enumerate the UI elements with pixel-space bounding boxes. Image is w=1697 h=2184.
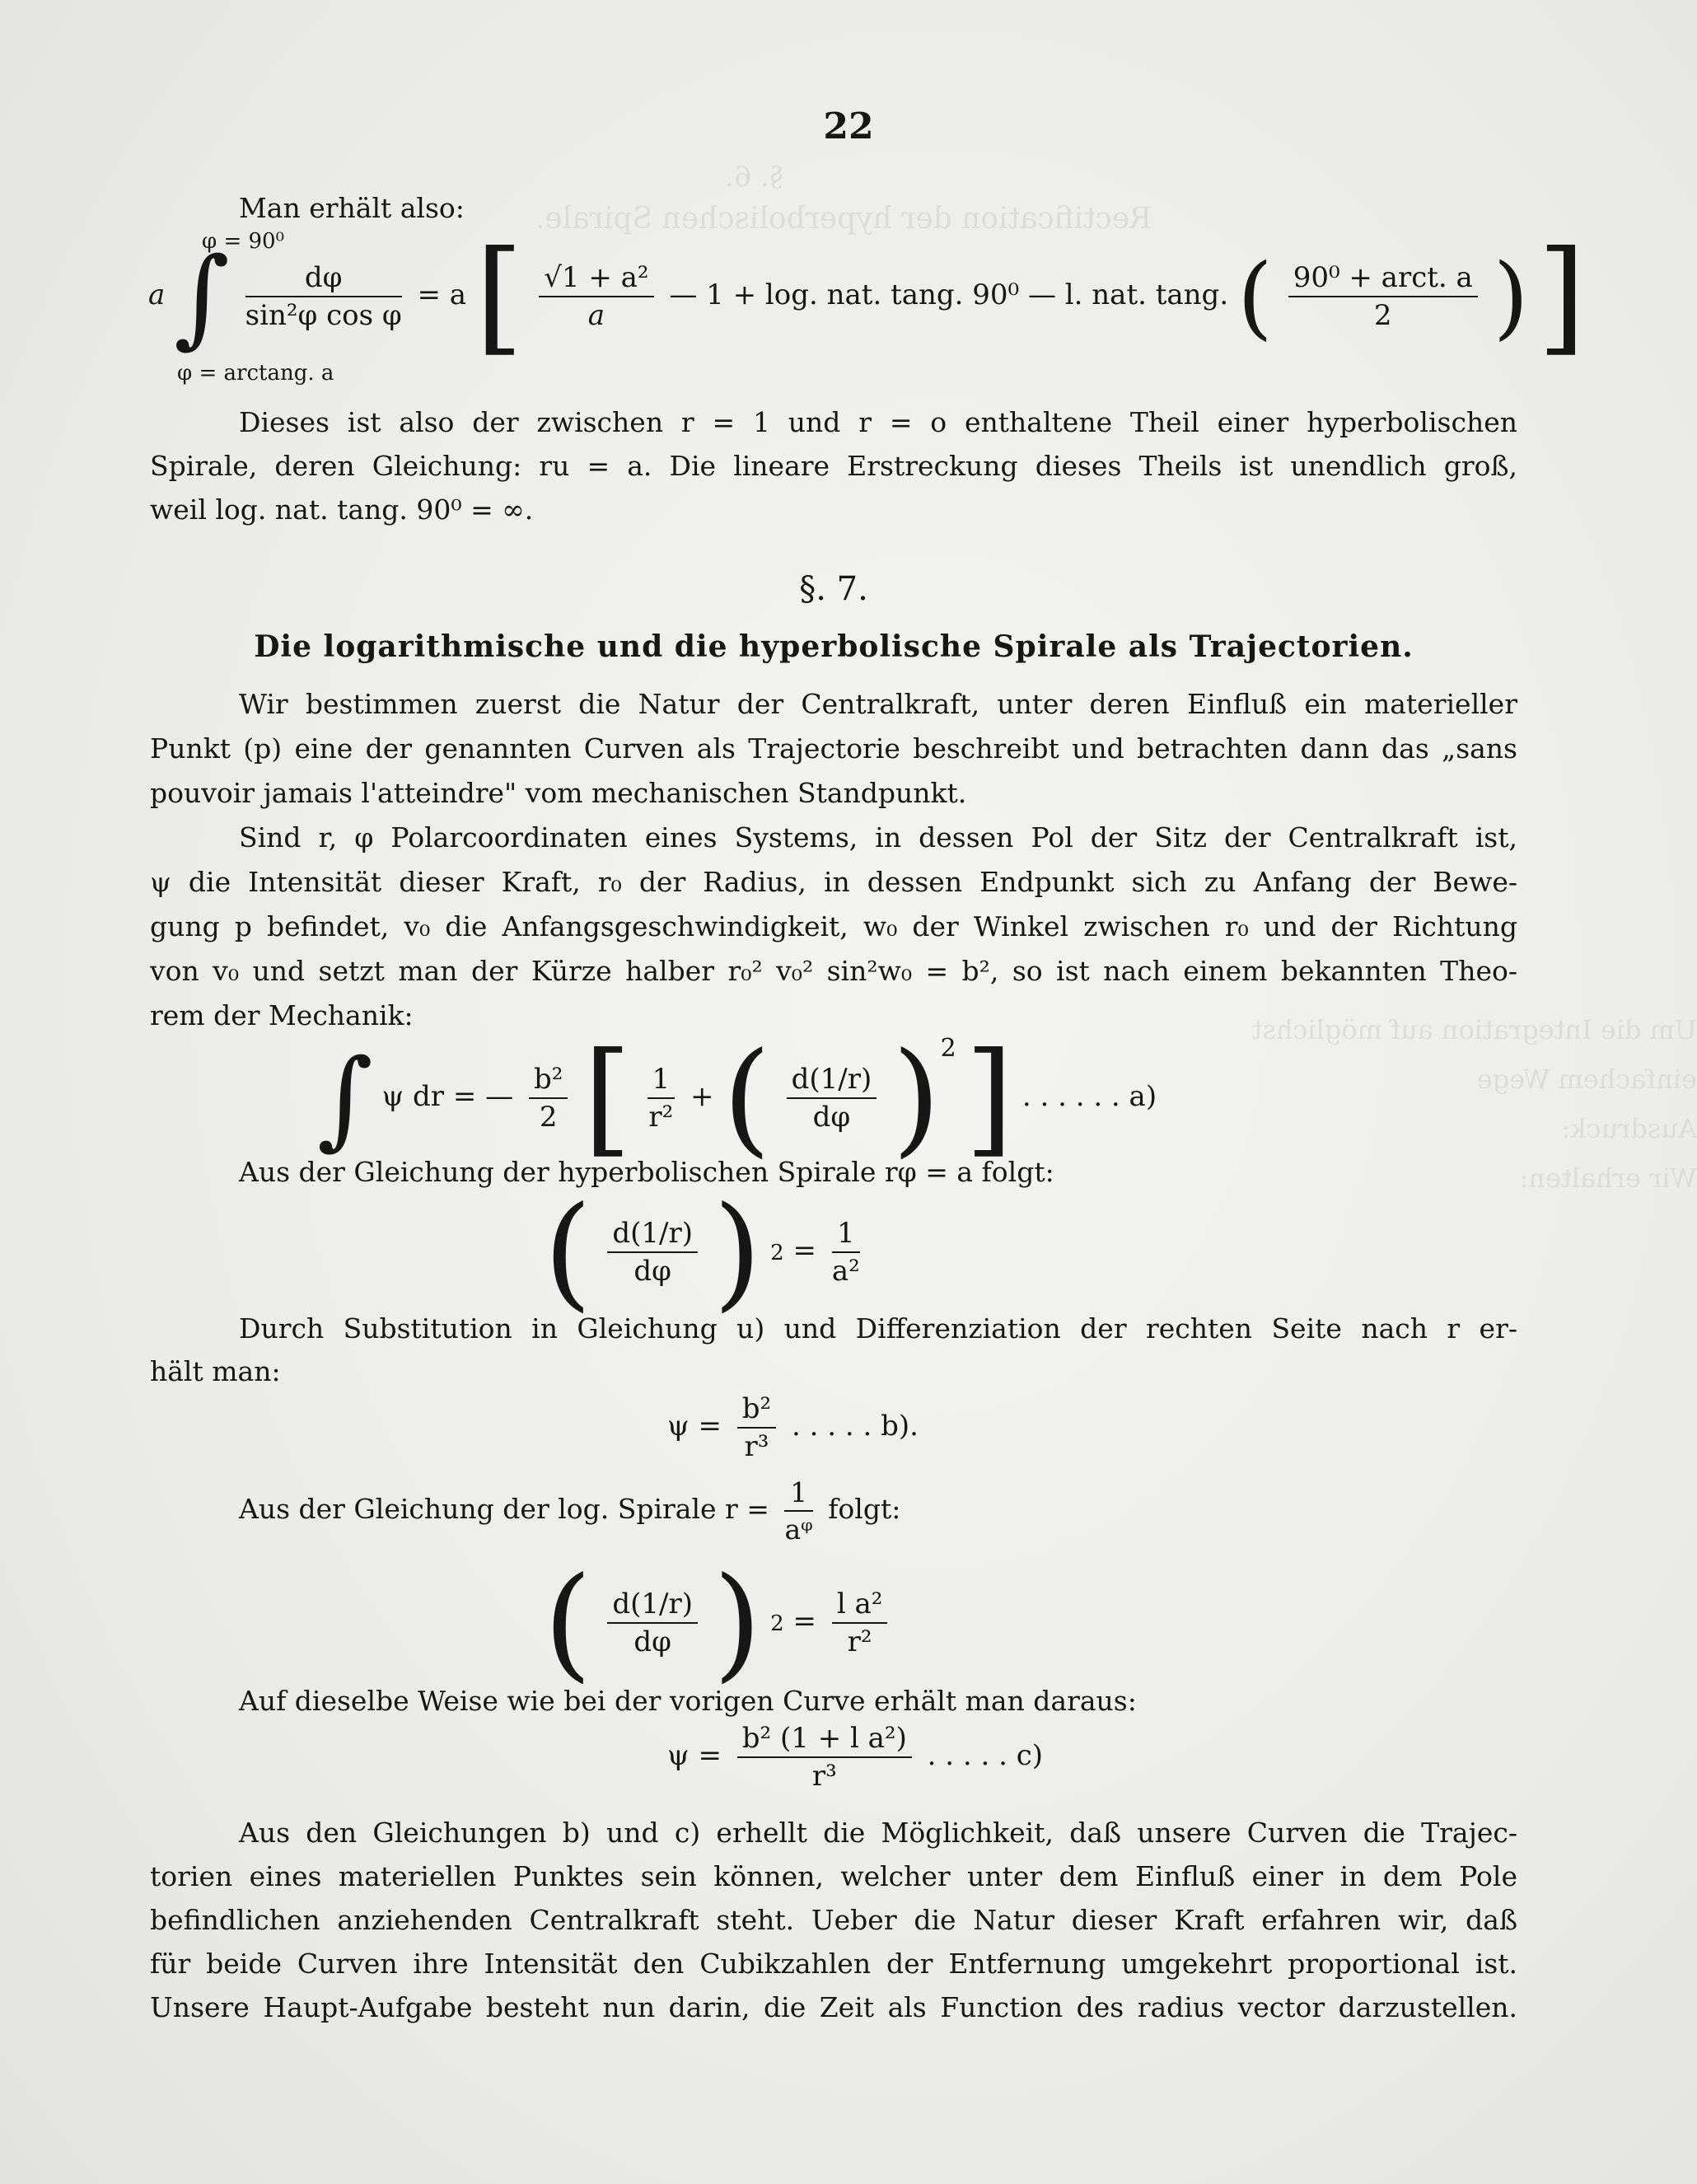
- para3-line4: von v₀ und setzt man der Kürze halber r₀² v₀² sin²w₀ = b², so ist nach einem bekannten Theo-: [150, 955, 1517, 987]
- bleed-through-text: Um die Integration auf möglichst einfachem Wege Ausdruck: Wir erhalten:: [1251, 1014, 1697, 1194]
- derivative-numerator: d(1/r): [607, 1588, 698, 1624]
- left-paren-icon: (: [1237, 244, 1273, 349]
- integral-coefficient: a: [148, 278, 166, 311]
- derivative-denominator: dφ: [633, 1255, 671, 1288]
- exponent: 2: [770, 1611, 784, 1636]
- c-denominator: r³: [811, 1760, 837, 1793]
- section-title: Die logarithmische und die hyperbolische Spirale als Trajectorien.: [254, 629, 1414, 664]
- rhs-denominator: r²: [847, 1625, 872, 1658]
- hyperbolic-line: Aus der Gleichung der hyperbolischen Spirale rφ = a folgt:: [239, 1156, 1054, 1188]
- derivative-fraction: [607, 1588, 698, 1658]
- formula-a: [317, 1027, 1157, 1170]
- formula-c-lhs: ψ =: [667, 1739, 722, 1772]
- integral-sign-icon: ∫: [317, 1036, 373, 1161]
- derivative-fraction: [607, 1217, 698, 1288]
- equals-sign: =: [792, 1234, 816, 1267]
- equals-a: = a: [417, 278, 467, 311]
- integrand-denominator: sin²φ cos φ: [245, 299, 402, 332]
- derivative-denominator: dφ: [812, 1101, 851, 1134]
- equals-sign: =: [792, 1605, 816, 1638]
- arct-denominator: 2: [1373, 299, 1392, 332]
- section-number: §. 7.: [799, 570, 868, 608]
- b2-over-2: [529, 1063, 568, 1134]
- formula-definite-integral: [148, 225, 1586, 368]
- para4-line1: Durch Substitution in Gleichung u) und Differenziation der rechten Seite nach r er-: [239, 1312, 1517, 1345]
- formula-c: [667, 1722, 1043, 1793]
- para3-line2: ψ die Intensität dieser Kraft, r₀ der Radius, in dessen Endpunkt sich zu Anfang der Bewe-: [150, 866, 1517, 898]
- integral-sign-icon: ∫: [174, 234, 230, 359]
- para2-line1: Wir bestimmen zuerst die Natur der Centralkraft, unter deren Einfluß ein materieller: [239, 688, 1517, 720]
- one-over-a-phi: [784, 1476, 812, 1546]
- sqrt-fraction: [539, 261, 653, 332]
- integrand-numerator: dφ: [245, 261, 402, 297]
- formula-b-lhs: ψ =: [667, 1410, 722, 1443]
- para5-line2: torien eines materiellen Punktes sein können, welcher unter dem Einfluß einer in dem Pole: [150, 1860, 1517, 1892]
- left-paren-icon: (: [544, 1551, 592, 1695]
- para4-line2: hält man:: [150, 1355, 281, 1387]
- left-bracket-icon: [: [583, 1027, 632, 1170]
- formula-middle-terms: — 1 + log. nat. tang. 90⁰ — l. nat. tang.: [669, 278, 1229, 311]
- bleed-through-section: §. 6.: [725, 161, 784, 194]
- equation-label-a: . . . . . . a): [1021, 1080, 1157, 1113]
- right-paren-icon: ): [713, 1551, 762, 1695]
- lower-limit: φ = arctang. a: [177, 361, 334, 386]
- derivative-fraction: [787, 1063, 877, 1134]
- b2-over-r3: [737, 1392, 776, 1463]
- b2-numerator: b²: [529, 1063, 568, 1099]
- log-spiral-line: [239, 1476, 900, 1546]
- para5-line5: Unsere Haupt-Aufgabe besteht nun darin, die Zeit als Function des radius vector darzustellen.: [150, 1991, 1517, 2023]
- page-number: 22: [823, 105, 874, 147]
- c-fraction: [737, 1722, 912, 1793]
- right-paren-icon: ): [892, 1027, 941, 1170]
- para1-line1: Dieses ist also der zwischen r = 1 und r = o enthaltene Theil einer hyperbolischen: [239, 406, 1517, 438]
- para5-line4: für beide Curven ihre Intensität den Cubikzahlen der Entfernung umgekehrt proportional ist.: [150, 1948, 1517, 1980]
- equation-label-b: . . . . . b).: [792, 1410, 919, 1443]
- c-numerator: b² (1 + l a²): [737, 1722, 912, 1758]
- para1-line2: Spirale, deren Gleichung: ru = a. Die lineare Erstreckung dieses Theils ist unendlich groß,: [150, 450, 1517, 482]
- left-bracket-icon: [: [475, 225, 524, 368]
- para5-line1: Aus den Gleichungen b) und c) erhellt die Möglichkeit, daß unsere Curven die Trajec-: [239, 1817, 1517, 1849]
- derivative-denominator: dφ: [633, 1625, 671, 1658]
- rhs-numerator: l a²: [832, 1588, 888, 1624]
- para3-line5: rem der Mechanik:: [150, 999, 414, 1031]
- la2-over-r2: [832, 1588, 888, 1658]
- r3-denominator: r³: [744, 1430, 769, 1463]
- derivative-numerator: d(1/r): [787, 1063, 877, 1099]
- log-numerator: 1: [784, 1476, 812, 1512]
- two-denominator: 2: [539, 1101, 558, 1134]
- one-over-r2: [647, 1063, 676, 1134]
- para2-line2: Punkt (p) eine der genannten Curven als Trajectorie beschreibt und betrachten dann das „sans: [150, 732, 1517, 765]
- log-spiral-text-after: folgt:: [828, 1493, 901, 1525]
- intro-line: Man erhält also:: [239, 192, 465, 224]
- left-paren-icon: (: [722, 1027, 771, 1170]
- one-numerator: 1: [647, 1063, 676, 1099]
- formula-hyperbolic: [544, 1181, 867, 1324]
- formula-a-lhs: ψ dr = —: [381, 1080, 514, 1113]
- same-way-line: Auf dieselbe Weise wie bei der vorigen Curve erhält man daraus:: [239, 1685, 1137, 1717]
- integrand-fraction: [245, 261, 402, 332]
- sqrt-denominator: a: [587, 299, 605, 332]
- derivative-numerator: d(1/r): [607, 1217, 698, 1253]
- exponent: 2: [770, 1241, 784, 1265]
- rhs-denominator: a²: [831, 1255, 860, 1288]
- formula-log: [544, 1551, 894, 1695]
- arct-fraction: [1288, 261, 1478, 332]
- square-exponent: 2: [940, 1034, 956, 1063]
- rhs-numerator: 1: [832, 1217, 860, 1253]
- para3-line3: gung p befindet, v₀ die Anfangsgeschwindigkeit, w₀ der Winkel zwischen r₀ und der Richtung: [150, 910, 1517, 942]
- b2-numerator: b²: [737, 1392, 776, 1429]
- right-paren-icon: ): [713, 1181, 762, 1324]
- formula-b: [667, 1392, 919, 1463]
- right-bracket-icon: ]: [1537, 225, 1586, 368]
- plus-sign: +: [690, 1080, 714, 1113]
- para5-line3: befindlichen anziehenden Centralkraft steht. Ueber die Natur dieser Kraft erfahren wir, daß: [150, 1904, 1517, 1936]
- bleed-through-heading: Rectification der hyperbolischen Spirale.: [535, 202, 1152, 236]
- equation-label-c: . . . . . c): [927, 1739, 1044, 1772]
- para2-line3: pouvoir jamais l'atteindre" vom mechanischen Standpunkt.: [150, 777, 967, 809]
- right-paren-icon: ): [1493, 244, 1529, 349]
- left-paren-icon: (: [544, 1181, 592, 1324]
- arct-numerator: 90⁰ + arct. a: [1288, 261, 1478, 297]
- log-spiral-text-before: Aus der Gleichung der log. Spirale r =: [239, 1493, 769, 1525]
- sqrt-numerator: √1 + a²: [539, 261, 653, 297]
- one-over-a2: [832, 1217, 860, 1288]
- r2-denominator: r²: [648, 1101, 674, 1134]
- log-denominator: aᵠ: [784, 1513, 813, 1546]
- para1-line3: weil log. nat. tang. 90⁰ = ∞.: [150, 493, 534, 526]
- right-bracket-icon: ]: [965, 1027, 1014, 1170]
- upper-limit: φ = 90⁰: [202, 229, 285, 254]
- para3-line1: Sind r, φ Polarcoordinaten eines Systems, in dessen Pol der Sitz der Centralkraft ist,: [239, 821, 1517, 853]
